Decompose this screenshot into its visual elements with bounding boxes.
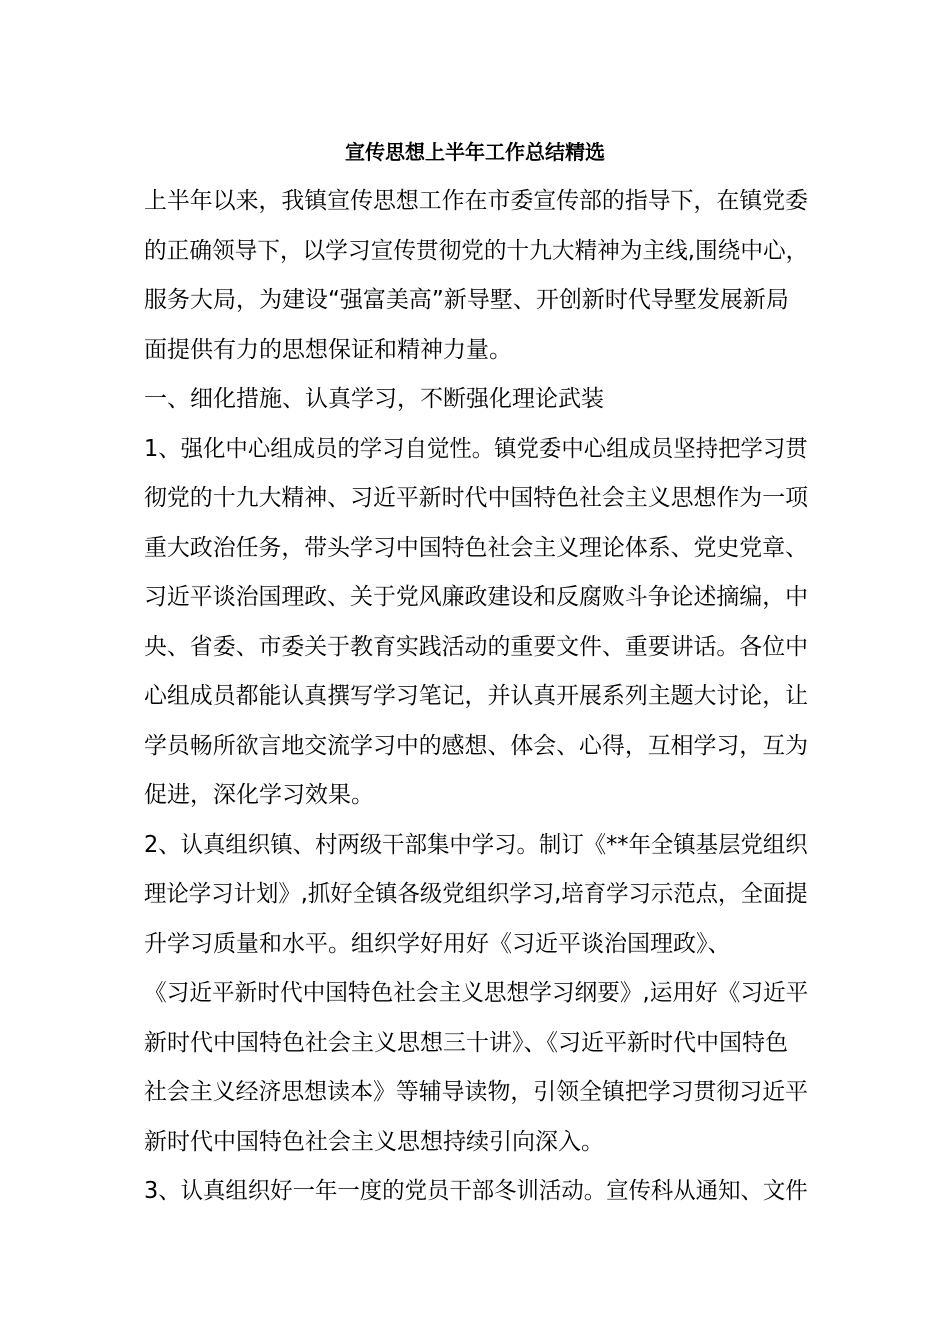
document-body	[144, 177, 808, 1217]
text-line: 习近平谈治国理政、关于党风廉政建设和反腐败斗争论述摘编，中	[144, 584, 808, 610]
text-line: 心组成员都能认真撰写学习笔记，并认真开展系列主题大讨论，让	[144, 683, 808, 709]
text-line: 新时代中国特色社会主义思想三十讲》、《习近平新时代中国特色	[144, 1029, 788, 1056]
text-line: 3、认真组织好一年一度的党员干部冬训活动。宣传科从通知、文件	[144, 1178, 808, 1204]
text-line: 重大政治任务，带头学习中国特色社会主义理论体系、党史党章、	[144, 534, 808, 561]
text-line: 学员畅所欲言地交流学习中的感想、体会、心得，互相学习，互为	[144, 732, 808, 759]
text-line: 2、认真组织镇、村两级干部集中学习。制订《**年全镇基层党组织	[144, 831, 808, 858]
text-line: 1、强化中心组成员的学习自觉性。镇党委中心组成员坚持把学习贯	[144, 435, 808, 462]
text-line: 面提供有力的思想保证和精神力量。	[144, 336, 512, 363]
text-line: 彻党的十九大精神、习近平新时代中国特色社会主义思想作为一项	[144, 485, 808, 511]
text-line: 社会主义经济思想读本》等辅导读物，引领全镇把学习贯彻习近平	[144, 1079, 808, 1105]
text-line: 的正确领导下，以学习宣传贯彻党的十九大精神为主线,围绕中心，	[144, 237, 809, 264]
text-line: 新时代中国特色社会主义思想持续引向深入。	[144, 1128, 604, 1155]
text-line: 央、省委、市委关于教育实践活动的重要文件、重要讲话。各位中	[144, 633, 808, 660]
section-heading: 一、细化措施、认真学习，不断强化理论武装	[144, 386, 604, 412]
text-line: 上半年以来，我镇宣传思想工作在市委宣传部的指导下，在镇党委	[144, 188, 808, 214]
text-line: 升学习质量和水平。组织学好用好《习近平谈治国理政》、	[144, 930, 731, 957]
document-title: 宣传思想上半年工作总结精选	[345, 140, 605, 164]
text-line: 服务大局，为建设“强富美高”新导墅、开创新时代导墅发展新局	[144, 287, 789, 313]
text-line: 理论学习计划》,抓好全镇各级党组织学习,培育学习示范点，全面提	[144, 881, 808, 907]
text-line: 《习近平新时代中国特色社会主义思想学习纲要》,运用好《习近平	[144, 980, 809, 1006]
text-line: 促进，深化学习效果。	[144, 782, 374, 808]
